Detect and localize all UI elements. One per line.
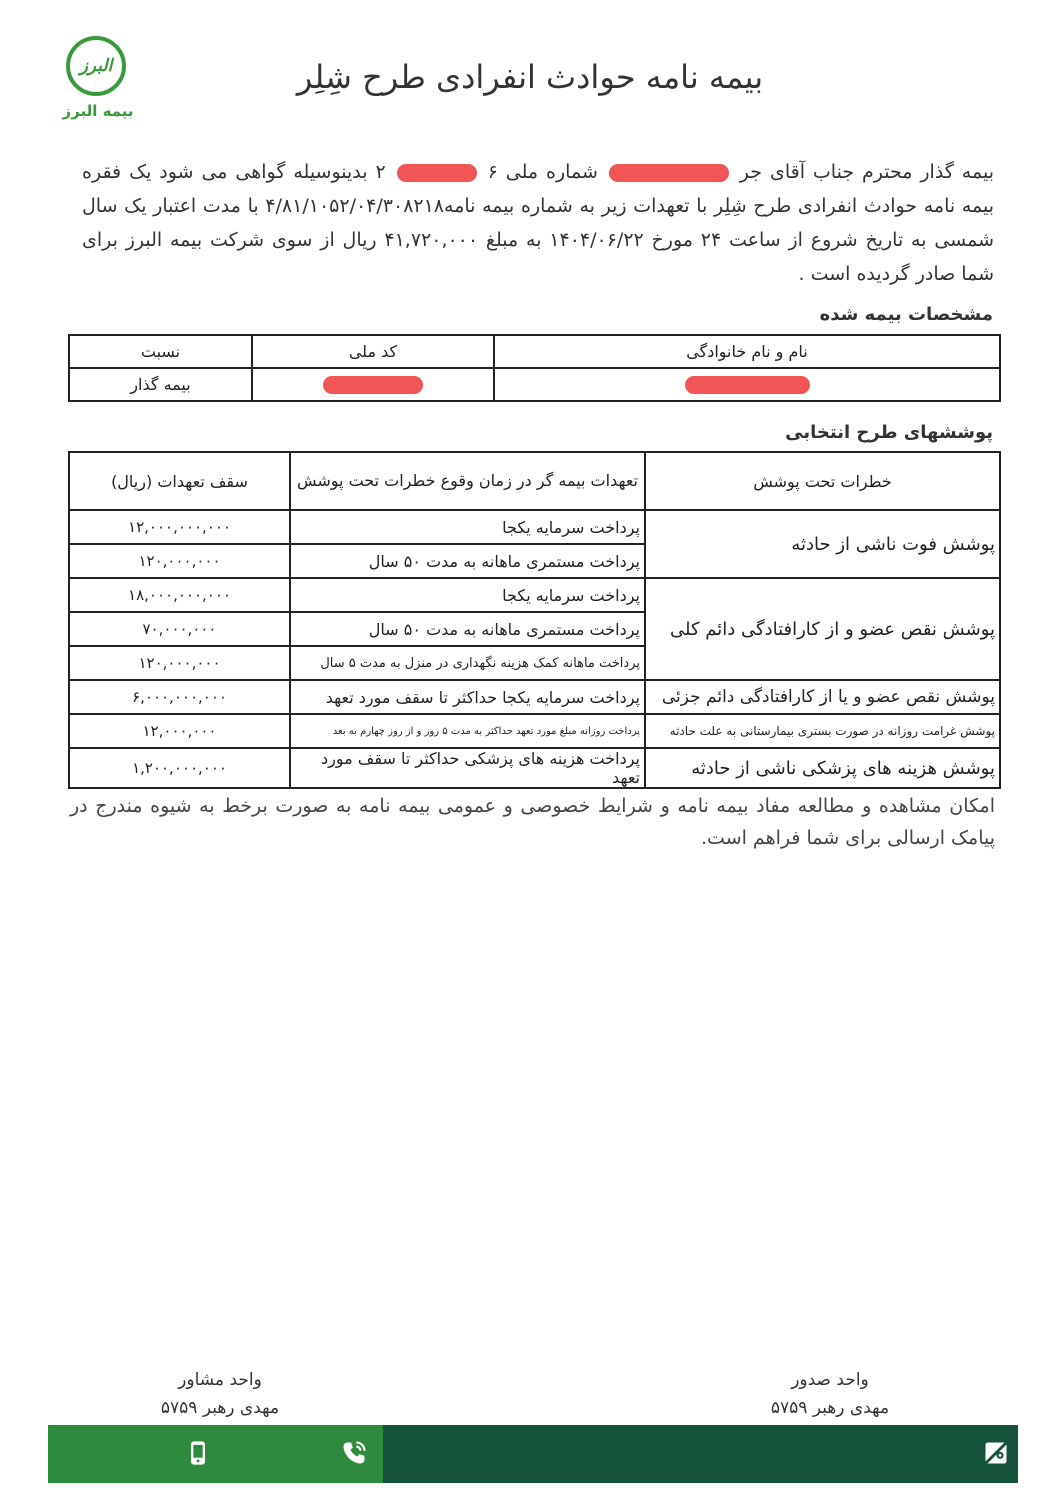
cell-relation: بیمه گذار (69, 368, 252, 401)
risk-cell: پوشش هزینه های پزشکی ناشی از حادثه (645, 748, 1000, 788)
advisor-signature (130, 1366, 310, 1422)
table-row (69, 510, 1000, 544)
cap-cell: ۱۲,۰۰۰,۰۰۰ (69, 714, 290, 748)
table-row (69, 714, 1000, 748)
cap-cell: ۶,۰۰۰,۰۰۰,۰۰۰ (69, 680, 290, 714)
header-obligation: تعهدات بیمه گر در زمان وقوع خطرات تحت پوشش (290, 452, 645, 510)
redacted-national-id (397, 164, 477, 182)
alborz-logo (62, 36, 138, 132)
cap-cell: ۱۲۰,۰۰۰,۰۰۰ (69, 544, 290, 578)
intro-part-1: بیمه گذار محترم جناب آقای جر (739, 161, 994, 183)
issuer-signature (740, 1366, 920, 1422)
obligation-cell: پرداخت ماهانه کمک هزینه نگهداری در منزل به مدت ۵ سال (290, 646, 645, 680)
logo-mark: البرز (66, 36, 126, 96)
cap-cell: ۱۲,۰۰۰,۰۰۰,۰۰۰ (69, 510, 290, 544)
phone-icon[interactable] (340, 1439, 368, 1467)
header-name: نام و نام خانوادگی (494, 335, 1000, 368)
cell-name (494, 368, 1000, 401)
obligation-cell: پرداخت سرمایه یکجا (290, 578, 645, 612)
risk-cell: پوشش نقص عضو و یا از کارافتادگی دائم جزئی (645, 680, 1000, 714)
cap-cell: ۱۲۰,۰۰۰,۰۰۰ (69, 646, 290, 680)
redacted-cell-code (323, 376, 423, 394)
obligation-cell: پرداخت هزینه های پزشکی حداکثر تا سقف مورد تعهد (290, 748, 645, 788)
risk-cell: پوشش نقص عضو و از کارافتادگی دائم کلی (645, 578, 1000, 680)
header-risk: خطرات تحت پوشش (645, 452, 1000, 510)
logo-caption: بیمه البرز (62, 102, 134, 120)
coverage-table (68, 451, 1001, 789)
advisor-name: مهدی رهبر ۵۷۵۹ (160, 1398, 280, 1418)
insured-table (68, 334, 1001, 402)
intro-part-2: شماره ملی ۶ (487, 161, 598, 183)
bar-right-section (383, 1425, 1018, 1483)
page-title: بیمه نامه حوادث انفرادی طرح شِلِر (296, 58, 764, 96)
advisor-label: واحد مشاور (178, 1370, 262, 1390)
cap-cell: ۱,۲۰۰,۰۰۰,۰۰۰ (69, 748, 290, 788)
footer-note: امکان مشاهده و مطالعه مفاد بیمه نامه و شرایط خصوصی و عمومی بیمه نامه به صورت برخط به شیوه مندرج در پیامک ارسالی برای شما فراهم است. (70, 795, 995, 849)
risk-cell: پوشش فوت ناشی از حادثه (645, 510, 1000, 578)
cap-cell: ۷۰,۰۰۰,۰۰۰ (69, 612, 290, 646)
obligation-cell: پرداخت روزانه مبلغ مورد تعهد حداکثر به مدت ۵ روز و از روز چهارم به بعد (290, 714, 645, 748)
coverage-section-title: پوششهای طرح انتخابی (785, 422, 993, 443)
obligation-cell: پرداخت سرمایه یکجا (290, 510, 645, 544)
cell-national-code (252, 368, 494, 401)
mobile-icon[interactable] (184, 1439, 212, 1467)
header-relation: نسبت (69, 335, 252, 368)
issuer-name: مهدی رهبر ۵۷۵۹ (770, 1398, 890, 1418)
header-national-code: کد ملی (252, 335, 494, 368)
bottom-contact-bar (48, 1425, 1018, 1483)
cap-cell: ۱۸,۰۰۰,۰۰۰,۰۰۰ (69, 578, 290, 612)
redacted-cell-name (685, 376, 810, 394)
table-row (69, 748, 1000, 788)
obligation-cell: پرداخت مستمری ماهانه به مدت ۵۰ سال (290, 612, 645, 646)
intro-part-3: ۲ بدینوسیله گواهی می شود یک فقره بیمه نامه حوادث انفرادی طرح شِلِر با تعهدات زیر به شماره بیمه نامه۴/۸۱/۱۰۵۲/۰۴/۳۰۸۲۱۸ با مدت اعتبار یک سال شمسی به تاریخ شروع از ساعت ۲۴ مورخ ۱۴۰۴/۰۶/۲۲ به مبلغ ۴۱,۷۲۰,۰۰۰ ریال از سوی شرکت بیمه البرز برای شما صادر گردیده است . (82, 161, 995, 285)
issuer-label: واحد صدور (791, 1370, 869, 1390)
bar-left-section (48, 1425, 383, 1483)
table-row (69, 680, 1000, 714)
redacted-name (609, 164, 729, 182)
obligation-cell: پرداخت سرمایه یکجا حداکثر تا سقف مورد تعهد (290, 680, 645, 714)
header-cap: سقف تعهدات (ریال) (69, 452, 290, 510)
insured-section-title: مشخصات بیمه شده (819, 304, 993, 325)
risk-cell: پوشش غرامت روزانه در صورت بستری بیمارستانی به علت حادثه (645, 714, 1000, 748)
table-row (69, 578, 1000, 612)
map-icon[interactable] (982, 1439, 1010, 1467)
obligation-cell: پرداخت مستمری ماهانه به مدت ۵۰ سال (290, 544, 645, 578)
intro-paragraph (82, 155, 994, 291)
